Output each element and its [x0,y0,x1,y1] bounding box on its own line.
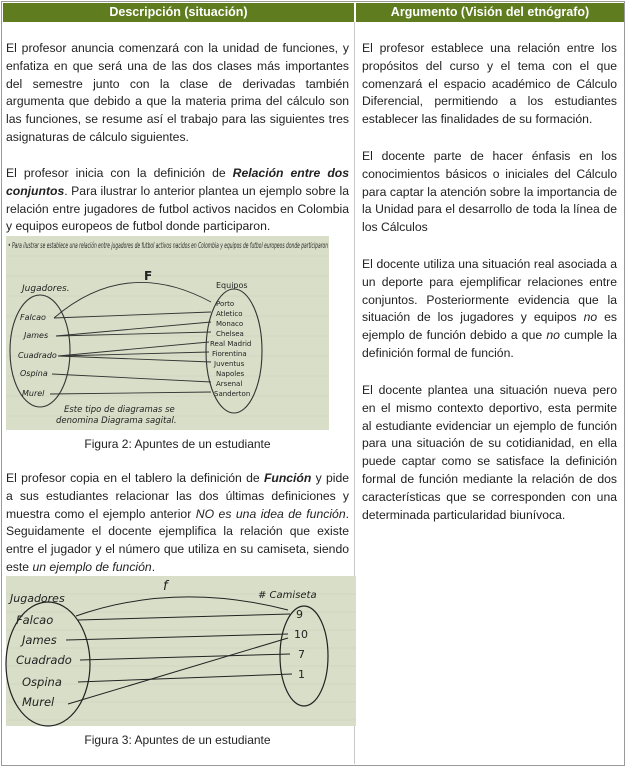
left-p3-emphasis-2: un ejemplo de función [32,559,152,574]
fig2-player: Murel [22,389,45,398]
fig2-team: Napoles [216,370,245,378]
fig3-function-title: f [163,579,168,594]
fig2-team: Porto [216,300,235,308]
fig2-set-b-label: Equipos [216,281,248,290]
fig2-function-title: F [144,269,153,283]
fig2-team: Arsenal [216,380,243,388]
fig2-team: Juventus [214,360,245,368]
fig2-team: Chelsea [216,330,244,338]
fig2-note: • Para ilustrar se establece una relación entre jugadores de futbol activos nacidos en Colombia y equipos de futbol europeos donde participaron [8,241,329,250]
right-p3-text-e: cumple la definición formal de función. [362,328,617,360]
figure-2-image [6,236,329,430]
left-p2-text-c: . Para ilustrar lo anterior plantea un ejemplo sobre la relación entre jugadores de futbol activos nacidos en Colombia y equipos europeos de futbol donde participaron. [6,183,349,234]
fig2-set-a-label: Jugadores. [22,284,70,294]
right-p3-emphasis-2: no [546,328,560,343]
left-p3-emphasis-1: NO es una idea de función [195,506,346,521]
left-paragraph-2 [6,165,349,236]
fig2-bottom-note: Este tipo de diagramas se denomina Diagrama sagital. [56,405,177,426]
left-p3-text-c: y pide a sus estudiantes relacionar las dos últimas definiciones y muestra como el ejemplo anterior [6,471,349,521]
left-p3-text-g: . [151,559,156,574]
fig2-team: Monaco [216,320,244,328]
left-p3-term: Función [263,471,312,485]
fig2-team: Real Madrid [210,340,252,348]
fig3-number: 7 [298,648,305,661]
header-argument: Argumento (Visión del etnógrafo) [356,3,624,22]
fig2-team: Sanderton [214,390,251,398]
fig2-team: Fiorentina [212,350,247,358]
fig3-number: 9 [296,608,303,621]
fig2-team: Atletico [216,310,243,318]
fig2-player: Cuadrado [18,351,57,360]
left-p3-text-e: . Seguidamente el docente ejemplifica la relación que existe entre el jugador y el número que utiliza en su camiseta, siendo este [6,506,349,574]
fig3-number: 1 [298,668,305,681]
fig2-player: James [24,331,49,340]
right-paragraph-1: El profesor establece una relación entre los propósitos del curso y el tema con el que comenzará el espacio académico de Cálculo Diferencial, permitiendo a los estudiantes establecer las finalidades de su formación. [362,41,617,127]
fig3-player: Ospina [22,675,62,689]
fig2-player: Ospina [20,369,48,378]
figure-3-caption: Figura 3: Apuntes de un estudiante [84,733,271,747]
right-p3-text-c: es ejemplo de función debido a que [362,310,617,343]
fig2-player: Falcao [20,313,46,322]
fig3-player: Murel [22,695,55,709]
left-paragraph-3 [6,470,349,577]
header-description: Descripción (situación) [3,3,354,22]
right-paragraph-3 [362,256,617,363]
fig3-number: 10 [294,628,308,641]
figure-2-caption: Figura 2: Apuntes de un estudiante [84,437,271,451]
left-p2-text-a: El profesor inicia con la definición de [6,166,233,180]
fig3-player: James [22,633,57,647]
fig3-set-a-label: Jugadores [10,592,65,605]
right-paragraph-2: El docente parte de hacer énfasis en los conocimientos básicos o iniciales del Cálculo para captar la atención sobre la importancia de la Unidad para el desarrollo de toda la línea de los Cálculos [362,149,617,235]
right-p3-emphasis-1: no [583,310,598,325]
fig3-player: Cuadrado [16,653,72,667]
right-p3-text-a: El docente utiliza una situación real asociada a un deporte para ejemplificar relaciones entre conjuntos. Posteriormente evidencia que la situación de los jugadores y equipos [362,257,617,325]
left-p2-term: Relación entre dos conjuntos [6,166,349,198]
fig3-set-b-label: # Camiseta [258,590,317,601]
figure-3-image [6,576,356,726]
left-paragraph-1: El profesor anuncia comenzará con la unidad de funciones, y enfatiza en que será una de las dos clases más importantes del semestre junto con la clase de derivadas también argumenta que debido a que la materia prima del cálculo son las funciones, se resume así el trabajo para las siguientes tres asignaturas de cálculo siguientes. [6,41,349,144]
left-p3-text-a: El profesor copia en el tablero la definición de [6,471,264,485]
fig3-player: Falcao [16,613,54,627]
right-paragraph-4: El docente plantea una situación nueva pero en el mismo contexto deportivo, esta permite al estudiante evidenciar un ejemplo de función para una situación de su cotidianidad, en ella puede captar como se satisface la definición formal de función mediante la relación de dos características que se corresponden con una determinada particularidad biunívoca. [362,383,617,522]
